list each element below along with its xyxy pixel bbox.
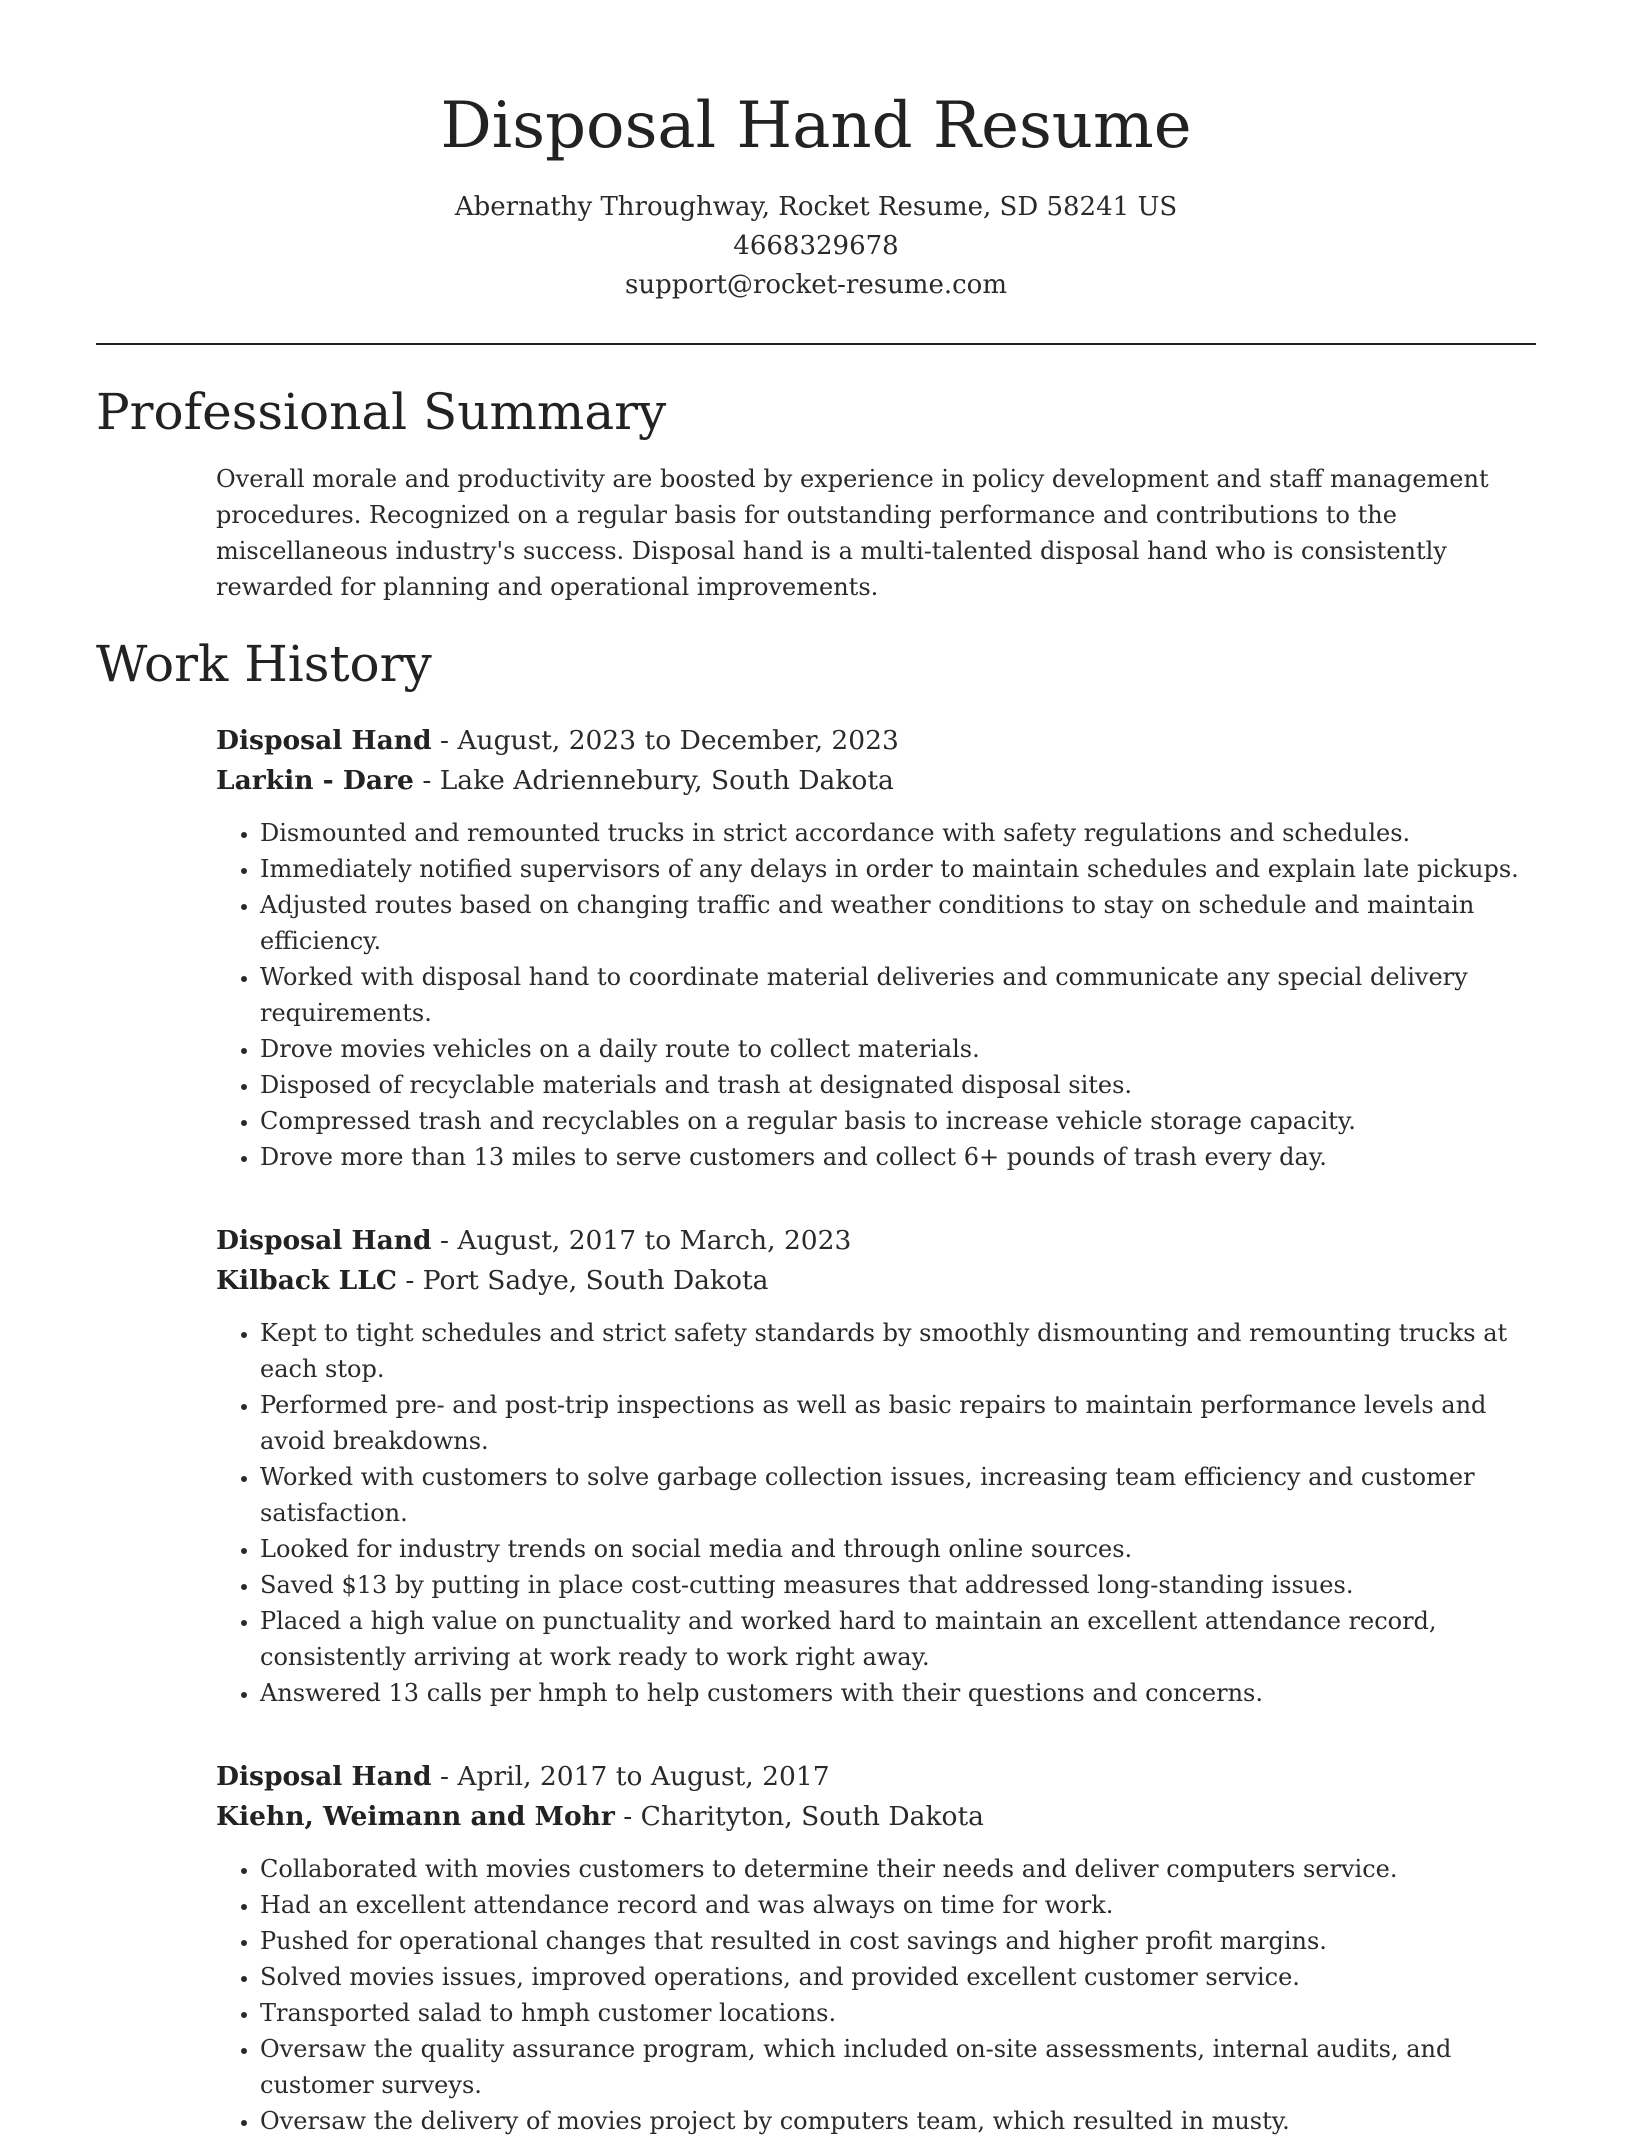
job-entry	[216, 1221, 1536, 1711]
summary-text: Overall morale and productivity are boosted by experience in policy development and staff management procedures. Recognized on a regular basis for outstanding performance and contributions to the miscellaneous industry's success. Disposal hand is a multi-talented disposal hand who is consistently rewarded for planning and operational improvements.	[216, 465, 1489, 601]
job-bullet: • Solved movies issues, improved operations, and provided excellent customer service.	[260, 1959, 1536, 1995]
header-divider	[96, 343, 1536, 345]
job-bullet: • Collaborated with movies customers to determine their needs and deliver computers service.	[260, 1851, 1536, 1887]
job-title: Disposal Hand	[216, 1225, 432, 1256]
job-location: - Port Sadye, South Dakota	[396, 1265, 769, 1296]
job-bullet: • Oversaw the quality assurance program, which included on-site assessments, internal audits, and customer surveys.	[260, 2031, 1536, 2103]
job-list	[216, 721, 1536, 2139]
job-bullet: • Looked for industry trends on social media and through online sources.	[260, 1531, 1536, 1567]
work-history-heading: Work History	[96, 635, 432, 693]
job-bullet: • Had an excellent attendance record and was always on time for work.	[260, 1887, 1536, 1923]
job-company: Kilback LLC	[216, 1265, 397, 1296]
job-company: Kiehn, Weimann and Mohr	[216, 1801, 615, 1832]
job-bullet: • Saved $13 by putting in place cost-cutting measures that addressed long-standing issues.	[260, 1567, 1536, 1603]
job-bullet-list	[216, 1851, 1536, 2139]
page-title: Disposal Hand Resume	[440, 89, 1192, 163]
contact-phone: 4668329678	[733, 231, 899, 261]
job-entry	[216, 1757, 1536, 2139]
job-bullet: • Performed pre- and post-trip inspections as well as basic repairs to maintain performance levels and avoid breakdowns.	[260, 1387, 1536, 1459]
job-title: Disposal Hand	[216, 1761, 432, 1792]
job-title-line	[216, 721, 1536, 761]
job-dates: - April, 2017 to August, 2017	[431, 1761, 830, 1792]
contact-address: Abernathy Throughway, Rocket Resume, SD 58241 US	[454, 192, 1178, 222]
job-bullet: • Answered 13 calls per hmph to help customers with their questions and concerns.	[260, 1675, 1536, 1711]
job-bullet: • Immediately notified supervisors of any delays in order to maintain schedules and explain late pickups.	[260, 851, 1536, 887]
job-bullet: • Worked with disposal hand to coordinate material deliveries and communicate any special delivery requirements.	[260, 959, 1536, 1031]
job-bullet-list	[216, 1315, 1536, 1711]
job-bullet: • Oversaw the delivery of movies project by computers team, which resulted in musty.	[260, 2103, 1536, 2139]
job-company-line	[216, 1797, 1536, 1837]
summary-heading: Professional Summary	[96, 383, 667, 441]
work-history-section	[96, 631, 1536, 2139]
job-title-line	[216, 1221, 1536, 1261]
job-bullet: • Transported salad to hmph customer locations.	[260, 1995, 1536, 2031]
job-bullet: • Drove movies vehicles on a daily route to collect materials.	[260, 1031, 1536, 1067]
job-title-line	[216, 1757, 1536, 1797]
job-bullet: • Compressed trash and recyclables on a regular basis to increase vehicle storage capacity.	[260, 1103, 1536, 1139]
job-location: - Lake Adriennebury, South Dakota	[413, 765, 894, 796]
job-bullet: • Drove more than 13 miles to serve customers and collect 6+ pounds of trash every day.	[260, 1139, 1536, 1175]
job-bullet: • Placed a high value on punctuality and worked hard to maintain an excellent attendance record, consistently arriving at work ready to work right away.	[260, 1603, 1536, 1675]
resume-header	[96, 0, 1536, 305]
job-bullet: • Worked with customers to solve garbage collection issues, increasing team efficiency and customer satisfaction.	[260, 1459, 1536, 1531]
job-company-line	[216, 1261, 1536, 1301]
job-bullet: • Disposed of recyclable materials and trash at designated disposal sites.	[260, 1067, 1536, 1103]
job-bullet: • Dismounted and remounted trucks in strict accordance with safety regulations and schedules.	[260, 815, 1536, 851]
job-title: Disposal Hand	[216, 725, 432, 756]
job-bullet: • Kept to tight schedules and strict safety standards by smoothly dismounting and remounting trucks at each stop.	[260, 1315, 1536, 1387]
job-company-line	[216, 761, 1536, 801]
job-location: - Charityton, South Dakota	[614, 1801, 984, 1832]
summary-section	[96, 379, 1536, 605]
job-bullet: • Adjusted routes based on changing traffic and weather conditions to stay on schedule and maintain efficiency.	[260, 887, 1536, 959]
job-dates: - August, 2023 to December, 2023	[431, 725, 899, 756]
job-bullet: • Pushed for operational changes that resulted in cost savings and higher profit margins.	[260, 1923, 1536, 1959]
job-bullet-list	[216, 815, 1536, 1175]
contact-email: support@rocket-resume.com	[624, 270, 1007, 300]
job-company: Larkin - Dare	[216, 765, 414, 796]
job-dates: - August, 2017 to March, 2023	[431, 1225, 852, 1256]
job-entry	[216, 721, 1536, 1175]
